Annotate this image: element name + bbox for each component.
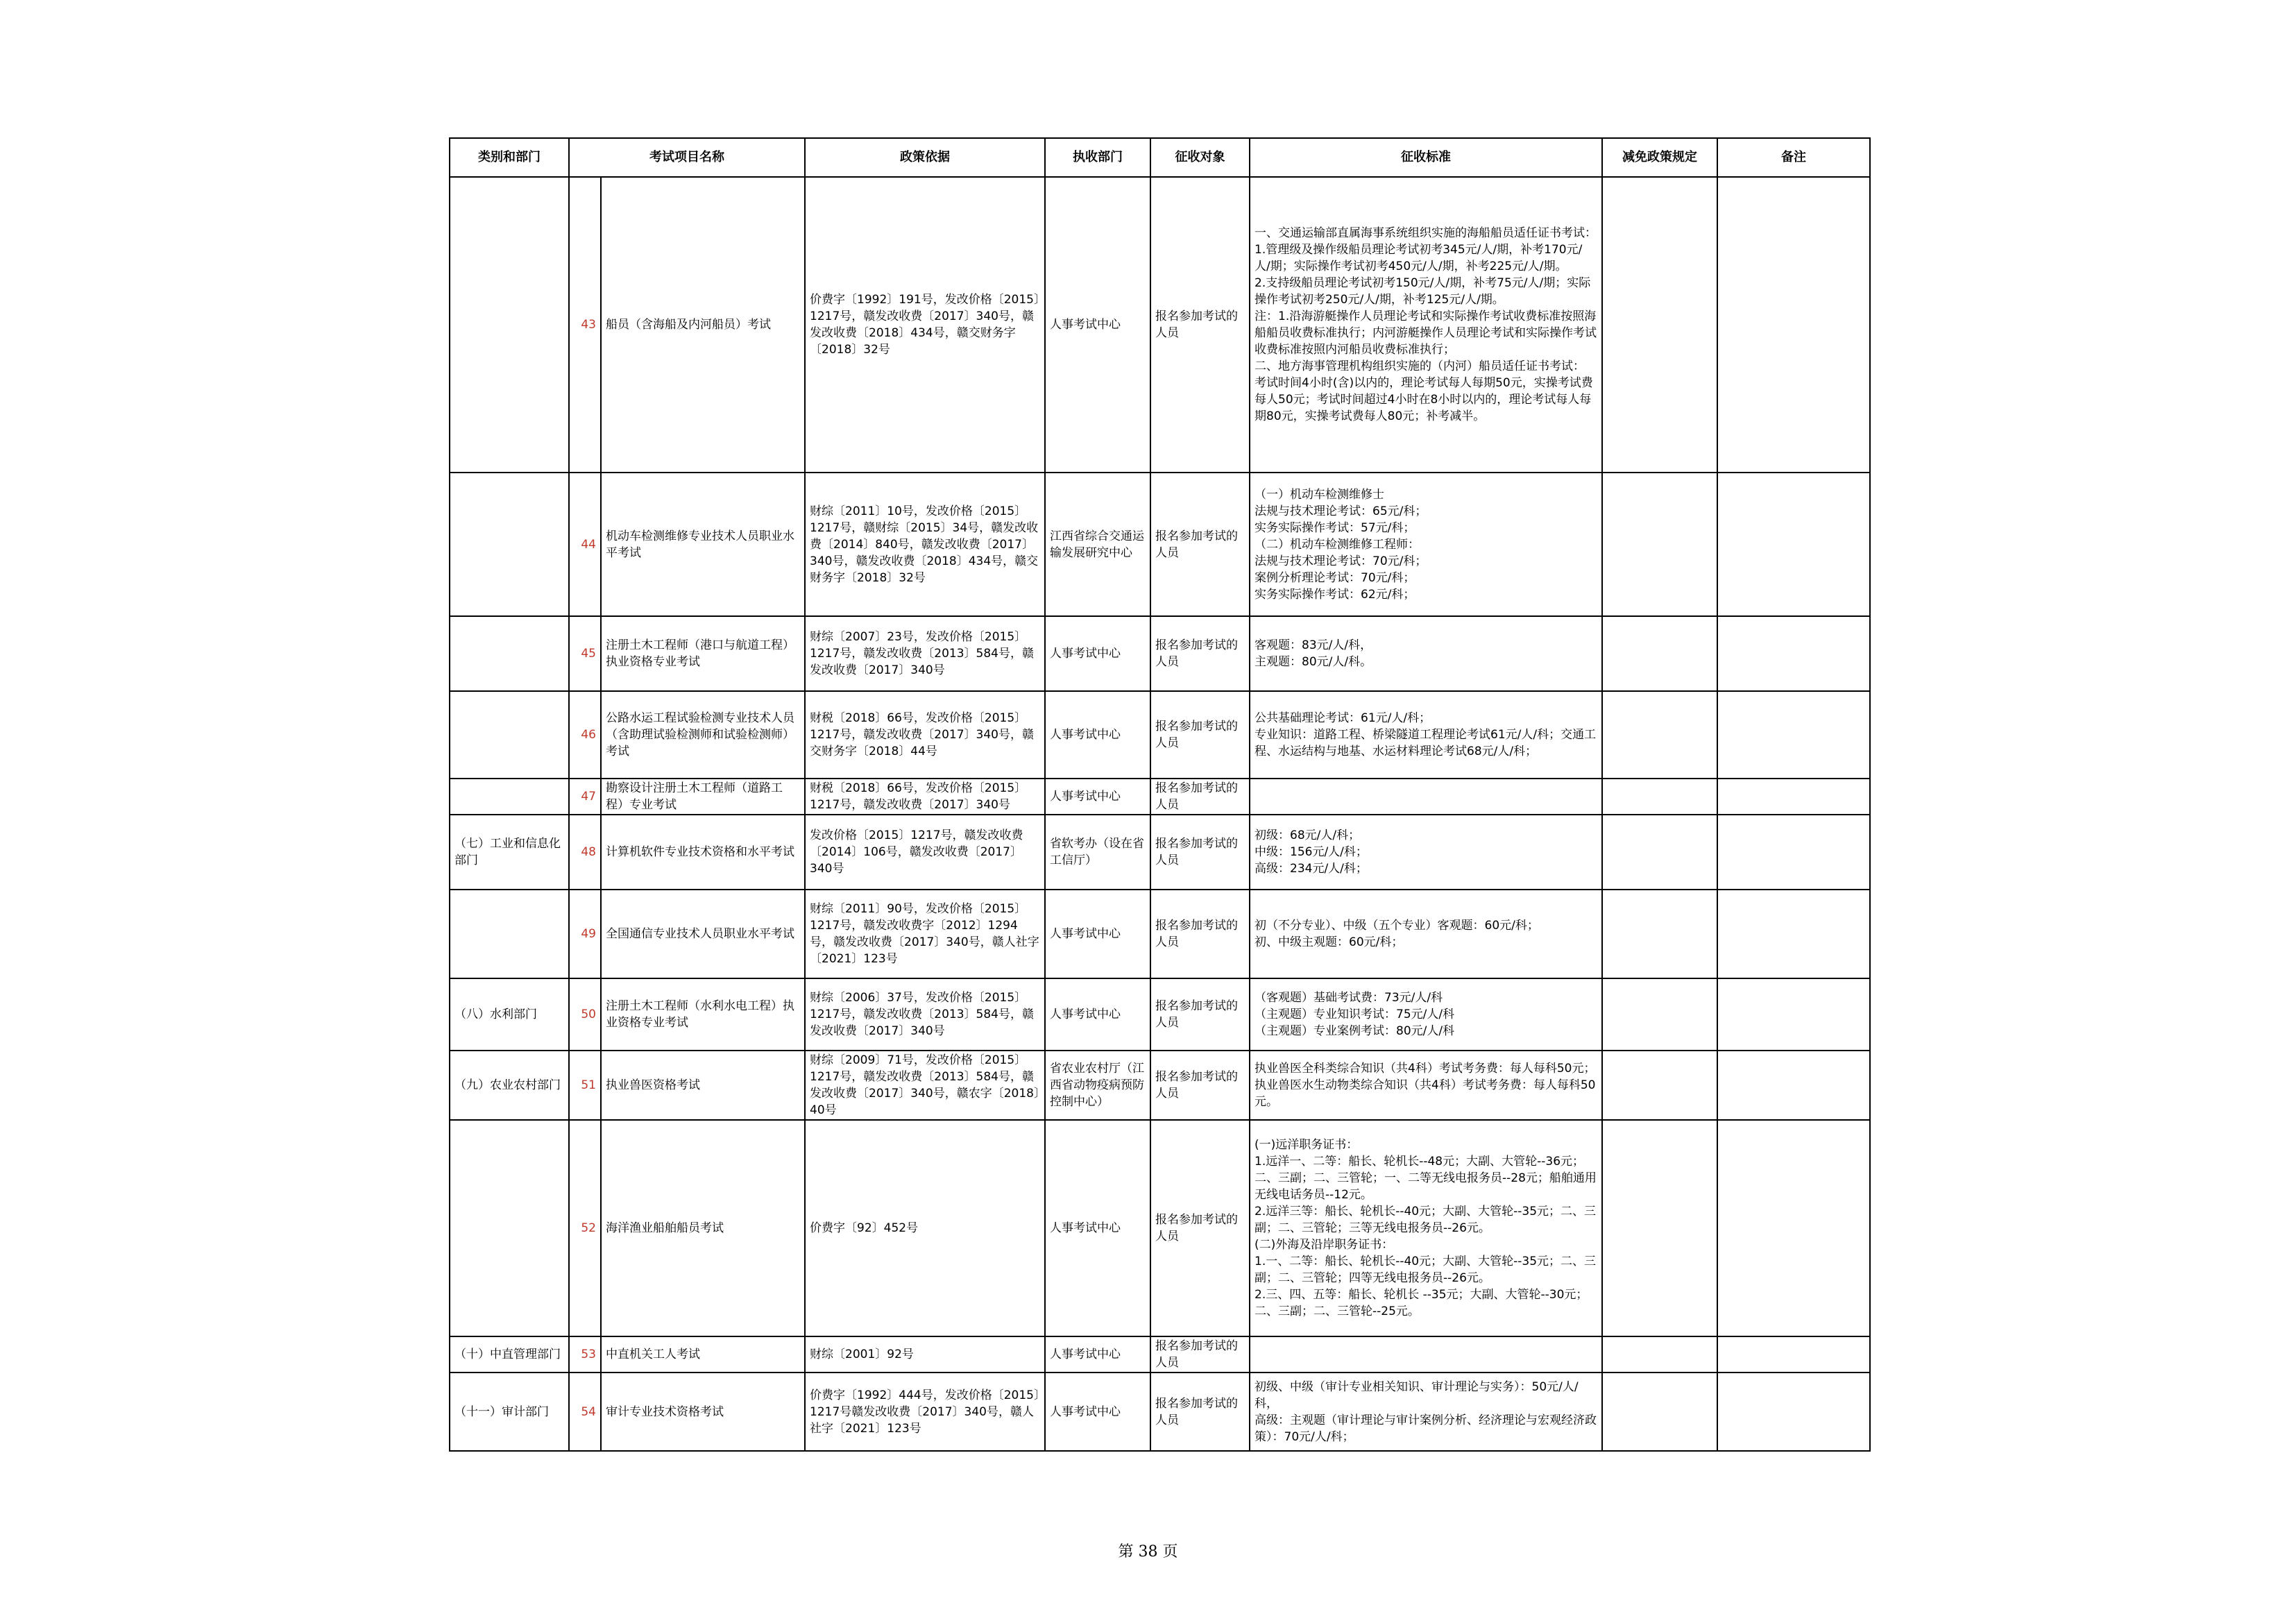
cell-category: （十一）审计部门: [450, 1373, 569, 1451]
cell-note: [1717, 691, 1870, 779]
table-row: [450, 1051, 1870, 1120]
page-number: 第 38 页: [1118, 1543, 1178, 1561]
cell-policy: 财综〔2011〕90号，发改价格〔2015〕1217号，赣发改收费字〔2012〕1294号，赣发改收费〔2017〕340号，赣人社字〔2021〕123号: [805, 890, 1045, 978]
cell-reduction: [1602, 1373, 1717, 1451]
cell-reduction: [1602, 779, 1717, 815]
cell-note: [1717, 177, 1870, 473]
cell-note: [1717, 978, 1870, 1051]
header-name: 考试项目名称: [569, 138, 805, 177]
cell-index: 53: [569, 1336, 601, 1373]
cell-index: 50: [569, 978, 601, 1051]
cell-name: 机动车检测维修专业技术人员职业水平考试: [601, 473, 805, 616]
cell-index: 44: [569, 473, 601, 616]
cell-category: [450, 691, 569, 779]
cell-standard: （客观题）基础考试费：73元/人/科 （主观题）专业知识考试：75元/人/科 （主观题）专业案例考试：80元/人/科: [1250, 978, 1602, 1051]
cell-target: 报名参加考试的人员: [1150, 1336, 1250, 1373]
cell-note: [1717, 815, 1870, 890]
cell-policy: 财综〔2006〕37号，发改价格〔2015〕1217号，赣发改收费〔2013〕584号，赣发改收费〔2017〕340号: [805, 978, 1045, 1051]
cell-target: 报名参加考试的人员: [1150, 1120, 1250, 1336]
table-row: [450, 779, 1870, 815]
table-row: [450, 1373, 1870, 1451]
cell-policy: 财综〔2011〕10号，发改价格〔2015〕1217号，赣财综〔2015〕34号，赣发改收费〔2014〕840号，赣发改收费〔2017〕340号，赣发改收费〔2018〕434号，赣交财务字〔2018〕32号: [805, 473, 1045, 616]
table-row: [450, 177, 1870, 473]
cell-standard: 客观题：83元/人/科， 主观题：80元/人/科。: [1250, 616, 1602, 691]
cell-name: 船员（含海船及内河船员）考试: [601, 177, 805, 473]
cell-index: 45: [569, 616, 601, 691]
cell-index: 48: [569, 815, 601, 890]
cell-note: [1717, 1373, 1870, 1451]
cell-standard: 执业兽医全科类综合知识（共4科）考试考务费：每人每科50元； 执业兽医水生动物类综合知识（共4科）考试考务费：每人每科50元。: [1250, 1051, 1602, 1120]
cell-category: [450, 177, 569, 473]
header-policy: 政策依据: [805, 138, 1045, 177]
table-row: [450, 978, 1870, 1051]
cell-standard: （一）机动车检测维修士 法规与技术理论考试：65元/科； 实务实际操作考试：57元/科； （二）机动车检测维修工程师： 法规与技术理论考试：70元/科； 案例分析理论考试：70元/科； 实务实际操作考试：62元/科；: [1250, 473, 1602, 616]
cell-dept: 人事考试中心: [1045, 1120, 1150, 1336]
header-reduction: 减免政策规定: [1602, 138, 1717, 177]
cell-dept: 人事考试中心: [1045, 691, 1150, 779]
cell-reduction: [1602, 815, 1717, 890]
cell-standard: 初（不分专业）、中级（五个专业）客观题：60元/科； 初、中级主观题：60元/科；: [1250, 890, 1602, 978]
fee-table: [449, 137, 1871, 1452]
header-standard: 征收标准: [1250, 138, 1602, 177]
cell-category: （八）水利部门: [450, 978, 569, 1051]
cell-target: 报名参加考试的人员: [1150, 1051, 1250, 1120]
cell-index: 46: [569, 691, 601, 779]
cell-note: [1717, 473, 1870, 616]
cell-index: 54: [569, 1373, 601, 1451]
cell-target: 报名参加考试的人员: [1150, 890, 1250, 978]
cell-dept: 省农业农村厅（江西省动物疫病预防控制中心）: [1045, 1051, 1150, 1120]
cell-reduction: [1602, 473, 1717, 616]
cell-note: [1717, 616, 1870, 691]
cell-dept: 人事考试中心: [1045, 779, 1150, 815]
cell-standard: 公共基础理论考试：61元/人/科； 专业知识：道路工程、桥梁隧道工程理论考试61元/人/科；交通工程、水运结构与地基、水运材料理论考试68元/人/科；: [1250, 691, 1602, 779]
cell-standard: [1250, 779, 1602, 815]
cell-target: 报名参加考试的人员: [1150, 177, 1250, 473]
cell-name: 公路水运工程试验检测专业技术人员（含助理试验检测师和试验检测师）考试: [601, 691, 805, 779]
cell-dept: 省软考办（设在省工信厅）: [1045, 815, 1150, 890]
cell-reduction: [1602, 978, 1717, 1051]
cell-category: [450, 890, 569, 978]
cell-index: 47: [569, 779, 601, 815]
header-target: 征收对象: [1150, 138, 1250, 177]
cell-policy: 财综〔2001〕92号: [805, 1336, 1045, 1373]
cell-standard: 一、交通运输部直属海事系统组织实施的海船船员适任证书考试： 1.管理级及操作级船员理论考试初考345元/人/期，补考170元/人/期；实际操作考试初考450元/人/期，补考225元/人/期。 2.支持级船员理论考试初考150元/人/期，补考75元/人/期；实际操作考试初考250元/人/期，补考125元/人/期。 注：1.沿海游艇操作人员理论考试和实际操作考试收费标准按照海船船员收费标准执行；内河游艇操作人员理论考试和实际操作考试收费标准按照内河船员收费标准执行； 二、地方海事管理机构组织实施的（内河）船员适任证书考试： 考试时间4小时(含)以内的，理论考试每人每期50元，实操考试费每人50元；考试时间超过4小时在8小时以内的，理论考试每人每期80元，实操考试费每人80元；补考减半。: [1250, 177, 1602, 473]
cell-dept: 江西省综合交通运输发展研究中心: [1045, 473, 1150, 616]
cell-index: 43: [569, 177, 601, 473]
cell-target: 报名参加考试的人员: [1150, 616, 1250, 691]
cell-standard: [1250, 1336, 1602, 1373]
cell-reduction: [1602, 616, 1717, 691]
table-row: [450, 616, 1870, 691]
cell-policy: 价费字〔1992〕444号，发改价格〔2015〕1217号赣发改收费〔2017〕340号，赣人社字〔2021〕123号: [805, 1373, 1045, 1451]
cell-dept: 人事考试中心: [1045, 177, 1150, 473]
cell-target: 报名参加考试的人员: [1150, 815, 1250, 890]
cell-note: [1717, 1051, 1870, 1120]
cell-target: 报名参加考试的人员: [1150, 691, 1250, 779]
cell-index: 51: [569, 1051, 601, 1120]
header-row: [450, 138, 1870, 177]
table-row: [450, 691, 1870, 779]
cell-name: 注册土木工程师（水利水电工程）执业资格专业考试: [601, 978, 805, 1051]
cell-name: 执业兽医资格考试: [601, 1051, 805, 1120]
cell-name: 海洋渔业船舶船员考试: [601, 1120, 805, 1336]
cell-dept: 人事考试中心: [1045, 890, 1150, 978]
cell-note: [1717, 1336, 1870, 1373]
table-row: [450, 473, 1870, 616]
header-note: 备注: [1717, 138, 1870, 177]
cell-category: [450, 616, 569, 691]
cell-note: [1717, 890, 1870, 978]
cell-category: [450, 1120, 569, 1336]
cell-reduction: [1602, 890, 1717, 978]
cell-target: 报名参加考试的人员: [1150, 779, 1250, 815]
cell-policy: 财综〔2007〕23号，发改价格〔2015〕1217号，赣发改收费〔2013〕584号，赣发改收费〔2017〕340号: [805, 616, 1045, 691]
cell-standard: 初级：68元/人/科； 中级：156元/人/科； 高级：234元/人/科；: [1250, 815, 1602, 890]
cell-category: （九）农业农村部门: [450, 1051, 569, 1120]
cell-name: 注册土木工程师（港口与航道工程）执业资格专业考试: [601, 616, 805, 691]
cell-index: 49: [569, 890, 601, 978]
cell-index: 52: [569, 1120, 601, 1336]
cell-reduction: [1602, 1336, 1717, 1373]
cell-note: [1717, 779, 1870, 815]
table-row: [450, 1120, 1870, 1336]
cell-name: 中直机关工人考试: [601, 1336, 805, 1373]
cell-standard: (一)远洋职务证书： 1.远洋一、二等：船长、轮机长--48元；大副、大管轮--36元；二、三副；二、三管轮；一、二等无线电报务员--28元；船舶通用无线电话务员--12元。 2.远洋三等：船长、轮机长--40元；大副、大管轮--35元；二、三副；二、三管轮；三等无线电报务员--26元。 (二)外海及沿岸职务证书： 1.一、二等：船长、轮机长--40元；大副、大管轮--35元；二、三副；二、三管轮；四等无线电报务员--26元。 2.三、四、五等：船长、轮机长 --35元；大副、大管轮--30元；二、三副；二、三管轮--25元。: [1250, 1120, 1602, 1336]
cell-reduction: [1602, 1051, 1717, 1120]
cell-reduction: [1602, 1120, 1717, 1336]
table-row: [450, 890, 1870, 978]
cell-policy: 价费字〔92〕452号: [805, 1120, 1045, 1336]
cell-reduction: [1602, 691, 1717, 779]
cell-policy: 财税〔2018〕66号，发改价格〔2015〕1217号，赣发改收费〔2017〕340号: [805, 779, 1045, 815]
cell-target: 报名参加考试的人员: [1150, 1373, 1250, 1451]
cell-name: 计算机软件专业技术资格和水平考试: [601, 815, 805, 890]
cell-policy: 价费字〔1992〕191号，发改价格〔2015〕1217号，赣发改收费〔2017〕340号，赣发改收费〔2018〕434号，赣交财务字〔2018〕32号: [805, 177, 1045, 473]
cell-policy: 财税〔2018〕66号，发改价格〔2015〕1217号，赣发改收费〔2017〕340号，赣交财务字〔2018〕44号: [805, 691, 1045, 779]
table-row: [450, 815, 1870, 890]
cell-standard: 初级、中级（审计专业相关知识、审计理论与实务）：50元/人/科， 高级：主观题（审计理论与审计案例分析、经济理论与宏观经济政策）：70元/人/科；: [1250, 1373, 1602, 1451]
header-dept: 执收部门: [1045, 138, 1150, 177]
cell-policy: 财综〔2009〕71号，发改价格〔2015〕1217号，赣发改收费〔2013〕584号，赣发改收费〔2017〕340号，赣农字〔2018〕40号: [805, 1051, 1045, 1120]
header-category: 类别和部门: [450, 138, 569, 177]
cell-policy: 发改价格〔2015〕1217号，赣发改收费〔2014〕106号，赣发改收费〔2017〕340号: [805, 815, 1045, 890]
cell-category: （十）中直管理部门: [450, 1336, 569, 1373]
cell-dept: 人事考试中心: [1045, 1373, 1150, 1451]
cell-dept: 人事考试中心: [1045, 1336, 1150, 1373]
cell-name: 审计专业技术资格考试: [601, 1373, 805, 1451]
cell-category: [450, 473, 569, 616]
cell-note: [1717, 1120, 1870, 1336]
cell-reduction: [1602, 177, 1717, 473]
cell-dept: 人事考试中心: [1045, 616, 1150, 691]
cell-category: [450, 779, 569, 815]
cell-dept: 人事考试中心: [1045, 978, 1150, 1051]
cell-target: 报名参加考试的人员: [1150, 473, 1250, 616]
cell-target: 报名参加考试的人员: [1150, 978, 1250, 1051]
table-row: [450, 1336, 1870, 1373]
cell-name: 全国通信专业技术人员职业水平考试: [601, 890, 805, 978]
cell-category: （七）工业和信息化部门: [450, 815, 569, 890]
cell-name: 勘察设计注册土木工程师（道路工程）专业考试: [601, 779, 805, 815]
